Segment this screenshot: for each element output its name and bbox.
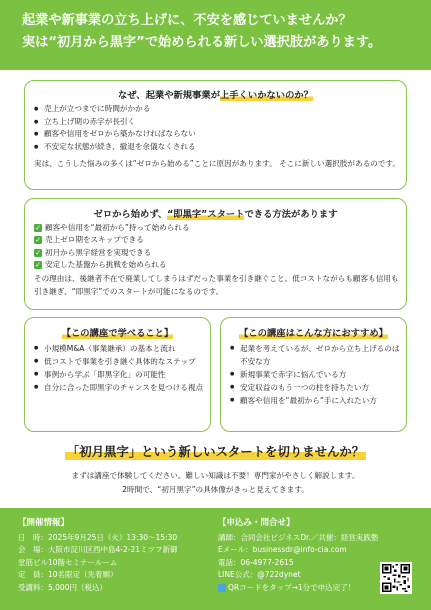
list-item: ● 低コストで事業を引き継ぐ具体的なステップ <box>34 355 206 368</box>
event-capacity: 定 員：10名限定（先着順） <box>18 570 118 580</box>
audience-list <box>230 342 402 407</box>
problem-list <box>34 103 196 153</box>
list-item: ● 起業を考えているが、ゼロから立ち上げるのは不安な方 <box>230 342 402 368</box>
qr-code-icon[interactable] <box>380 562 412 594</box>
list-item: ● 小規模M&A（事業継承）の基本と流れ <box>34 342 206 355</box>
line-icon <box>218 584 226 592</box>
check-icon: ✓ <box>35 224 41 233</box>
cta-subtext-2: 2時間で、“初月黒字”の具体像がきっと見えてきます。 <box>122 485 309 494</box>
header-line-2: 実は“初月から黒字”で始められる新しい選択肢があります。 <box>22 35 382 50</box>
event-venue-2: 堂筋ビル10階セミナールーム <box>18 557 118 567</box>
check-icon: ✓ <box>35 236 41 245</box>
lecturer-text: 講師：合同会社ビジネスDr.／共催：経営実践塾 <box>218 533 379 542</box>
header-banner <box>0 0 431 70</box>
phone-link[interactable]: 電話：06-4977-2615 <box>218 557 294 567</box>
list-item: ✓ 売上ゼロ期をスキップできる <box>35 235 144 245</box>
problem-note: 実は、こうした悩みの多くは“ゼロから始める”ことに原因があります。 そこに新しい選択肢があるのです。 <box>34 159 400 168</box>
event-fee: 受講料：5,000円（税込） <box>18 582 107 592</box>
contact-info-title: 【申込み・問合せ】 <box>218 518 295 528</box>
cta-subtext-1: まずは講座で体験してください。難しい知識は不要！専門家がやさしく解説します。 <box>71 471 360 480</box>
list-item: ● 安定収益のもう一つの柱を持ちたい方 <box>230 381 402 394</box>
check-icon: ✓ <box>35 248 41 257</box>
event-date: 日 時：2025年9月25日（火）13:30～15:30 <box>18 533 178 542</box>
list-item: ● 顧客や信用を“最初から”手に入れたい方 <box>230 394 402 407</box>
line-link[interactable]: LINE公式：@722dynet <box>218 570 301 580</box>
problem-card-title: なぜ、起業や新規事業が上手くいかないのか？ <box>118 90 313 101</box>
email-link[interactable]: Eメール：businessdr@info-cia.com <box>218 545 347 555</box>
solution-card <box>24 198 407 310</box>
solution-card-title: ゼロから始めず、“即黒字”スタートできる方法があります <box>93 209 338 220</box>
event-info-title: 【開催情報】 <box>18 518 70 528</box>
learn-card <box>24 317 211 432</box>
list-item: ● 売上が立つまでに時間がかかる <box>34 103 196 116</box>
qr-note: QRコードをタップ→1分で申込完了！ <box>218 582 355 594</box>
learn-list <box>34 342 206 394</box>
header-line-1: 起業や新事業の立ち上げに、不安を感じていませんか？ <box>22 13 352 28</box>
audience-card <box>220 317 407 432</box>
list-item: ✓ 顧客や信用を“最初から”持って始められる <box>35 223 190 233</box>
audience-card-title: 【この講座はこんな方におすすめ】 <box>239 328 388 339</box>
call-to-action-heading: 「初月黒字」という新しいスタートを切りませんか？ <box>66 444 365 459</box>
list-item: ● 新規事業で赤字に悩んでいる方 <box>230 368 402 381</box>
learn-card-title: 【この講座で学べること】 <box>61 328 174 339</box>
list-item: ● 立ち上げ期の赤字が長引く <box>34 116 196 129</box>
list-item: ✓ 初月から黒字経営を実現できる <box>35 247 152 257</box>
footer-info <box>0 508 431 610</box>
list-item: ✓ 安定した基盤から挑戦を始められる <box>35 259 167 270</box>
list-item: ● 事例から学ぶ「即黒字化」の可能性 <box>34 368 206 381</box>
solution-note: その理由は、後継者不在で廃業してしまうはずだった事業を引き継ぐこと。低コストながらも顧客も信用も引き継ぎ、“即黒字”でのスタートが可能になるのです。 <box>34 274 399 297</box>
list-item: ● 顧客や信用をゼロから築かなければならない <box>34 128 196 141</box>
check-icon: ✓ <box>35 261 41 270</box>
event-venue: 会 場：大阪市淀川区西中島4-2-21ミツフ新御 <box>18 545 178 555</box>
list-item: ● 不安定な状態が続き、撤退を余儀なくされる <box>34 141 196 154</box>
event-info <box>18 516 218 594</box>
list-item: ● 自分に合った即黒字のチャンスを見つける視点 <box>34 381 206 394</box>
problem-card <box>24 80 407 190</box>
solution-list <box>34 222 190 271</box>
